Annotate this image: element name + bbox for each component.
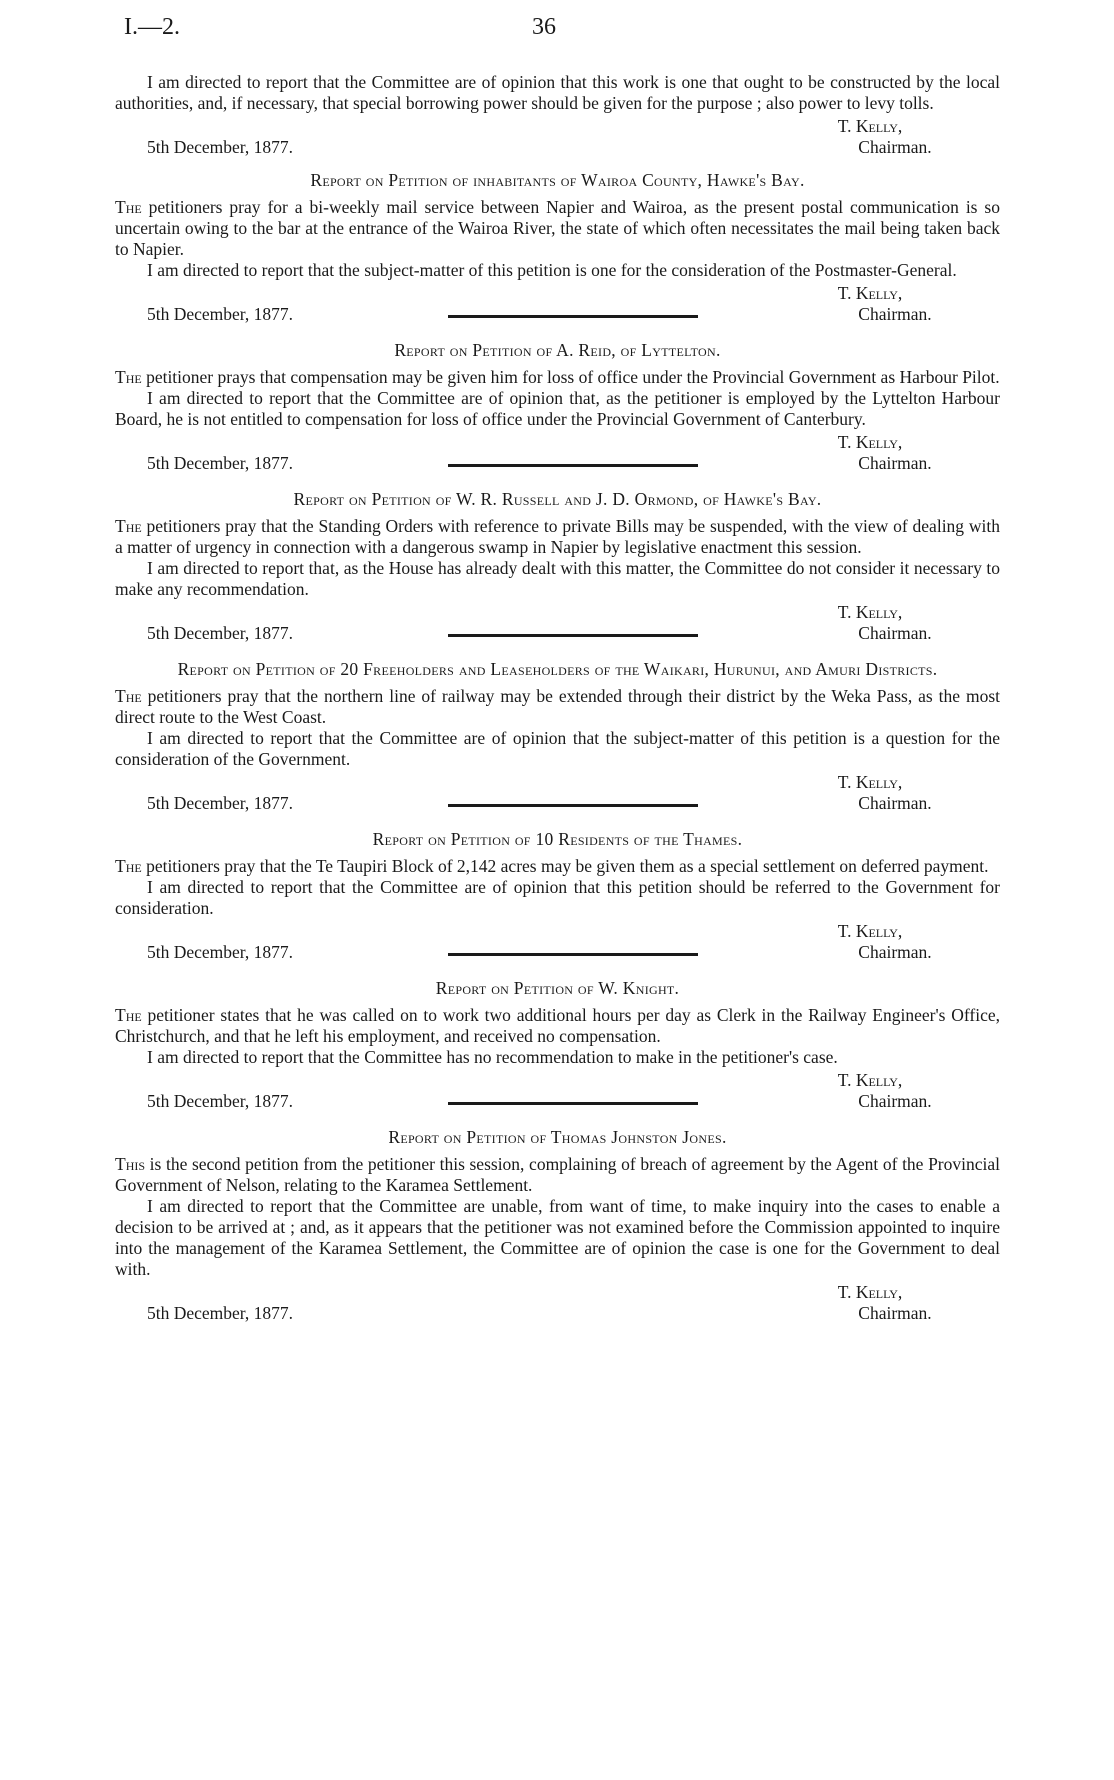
report-title: Report on Petition of Thomas Johnston Jones.: [388, 1127, 727, 1147]
section-divider: [448, 953, 698, 956]
report-date: 5th December, 1877.: [147, 304, 294, 324]
signatory-name: T. Kelly,: [837, 1282, 903, 1302]
lead-word: The: [115, 516, 142, 536]
prayer-text: petitioner prays that compensation may be given him for loss of office under the Provincial Government as Harbour Pilot.: [146, 367, 1000, 387]
prayer-text: petitioner states that he was called on to work two additional hours per day as Clerk in the Railway Engineer's Office, Christchurch, and that he left his employment, and received no compensation.: [115, 1005, 1000, 1046]
signature-block: [115, 1070, 1000, 1112]
petition-prayer: [115, 1005, 1000, 1047]
signature-block: [115, 602, 1000, 644]
report-section: [115, 963, 1000, 1112]
report-date: 5th December, 1877.: [147, 793, 294, 813]
petition-prayer: [115, 686, 1000, 728]
document-body: [115, 72, 1000, 1324]
signatory-name: T. Kelly,: [837, 1070, 903, 1090]
report-date: 5th December, 1877.: [147, 623, 294, 643]
committee-finding: I am directed to report that the Committee has no recommendation to make in the petitioner's case.: [147, 1047, 838, 1067]
prayer-text: petitioners pray for a bi-weekly mail service between Napier and Wairoa, as the present postal communication is so uncertain owing to the bar at the entrance of the Wairoa River, the state of which often necessitates the mail being taken back to Napier.: [115, 197, 1000, 259]
lead-word: The: [115, 1005, 142, 1025]
lead-word: The: [115, 197, 142, 217]
report-section: [115, 474, 1000, 644]
committee-finding: I am directed to report that the Committee are of opinion that the subject-matter of this petition is a question for the consideration of the Government.: [115, 728, 1000, 769]
signatory-name: T. Kelly,: [837, 772, 903, 792]
committee-finding: I am directed to report that the Committee are unable, from want of time, to make inquiry into the cases to enable a decision to be arrived at ; and, as it appears that the petitioner was not examined before the Commission appointed to inquire into the management of the Karamea Settlement, the Committee are of opinion the case is one for the Government to deal with.: [115, 1196, 1000, 1279]
section-divider: [448, 634, 698, 637]
intro-paragraph: I am directed to report that the Committee are of opinion that this work is one that ought to be constructed by the local authorities, and, if necessary, that special borrowing power should be given for the purpose ; also power to levy tolls.: [115, 72, 1000, 113]
report-section: [115, 1112, 1000, 1324]
committee-finding: I am directed to report that, as the House has already dealt with this matter, the Committee do not consider it necessary to make any recommendation.: [115, 558, 1000, 599]
report-date: 5th December, 1877.: [147, 942, 294, 962]
report-date: 5th December, 1877.: [147, 1303, 294, 1323]
committee-finding: I am directed to report that the Committee are of opinion that, as the petitioner is employed by the Lyttelton Harbour Board, he is not entitled to compensation for loss of office under the Provincial Government of Canterbury.: [115, 388, 1000, 429]
signatory-name: T. Kelly,: [837, 283, 903, 303]
section-divider: [448, 804, 698, 807]
signature-block: [115, 1282, 1000, 1324]
prayer-text: petitioners pray that the Te Taupiri Block of 2,142 acres may be given them as a special settlement on deferred payment.: [146, 856, 989, 876]
section-divider: [448, 1102, 698, 1105]
signatory-role: Chairman.: [858, 942, 932, 962]
signature-block: [115, 772, 1000, 814]
signatory-name: T. Kelly,: [837, 432, 903, 452]
petition-prayer: [115, 367, 1000, 388]
signatory-name: T. Kelly,: [837, 921, 903, 941]
prayer-text: is the second petition from the petitioner this session, complaining of breach of agreement by the Agent of the Provincial Government of Nelson, relating to the Karamea Settlement.: [115, 1154, 1000, 1195]
section-reference: I.—2.: [124, 14, 180, 40]
report-section: [115, 325, 1000, 474]
report-title: Report on Petition of inhabitants of Wairoa County, Hawke's Bay.: [310, 170, 805, 190]
signature-block: [115, 432, 1000, 474]
section-divider: [448, 315, 698, 318]
prayer-text: petitioners pray that the northern line of railway may be extended through their district by the Weka Pass, as the most direct route to the West Coast.: [115, 686, 1001, 727]
signatory-role: Chairman.: [858, 1303, 932, 1323]
petition-prayer: [115, 516, 1000, 558]
report-date: 5th December, 1877.: [147, 1091, 294, 1111]
lead-word: The: [115, 856, 142, 876]
signatory-role: Chairman.: [858, 793, 932, 813]
signature-block: [115, 283, 1000, 325]
report-section: [115, 644, 1000, 814]
report-date: 5th December, 1877.: [147, 453, 294, 473]
petition-prayer: [115, 1154, 1000, 1196]
signatory-role: Chairman.: [858, 304, 932, 324]
report-date: 5th December, 1877.: [147, 137, 294, 157]
signatory-name: T. Kelly,: [837, 602, 903, 622]
signatory-role: Chairman.: [858, 137, 932, 157]
report-title: Report on Petition of W. Knight.: [435, 978, 680, 998]
report-title: Report on Petition of 10 Residents of the Thames.: [372, 829, 743, 849]
report-title: Report on Petition of A. Reid, of Lyttelton.: [394, 340, 721, 360]
committee-finding: I am directed to report that the subject-matter of this petition is one for the consideration of the Postmaster-General.: [147, 260, 957, 280]
signature-block: [115, 921, 1000, 963]
reports-list: [115, 170, 1000, 1324]
petition-prayer: [115, 197, 1000, 260]
petition-prayer: [115, 856, 1000, 877]
signatory-role: Chairman.: [858, 453, 932, 473]
prayer-text: petitioners pray that the Standing Orders with reference to private Bills may be suspended, with the view of dealing with a matter of urgency in connection with a dangerous swamp in Napier by legislative enactment this session.: [115, 516, 1001, 557]
lead-word: The: [115, 686, 142, 706]
report-title: Report on Petition of W. R. Russell and J. D. Ormond, of Hawke's Bay.: [293, 489, 822, 509]
report-title: Report on Petition of 20 Freeholders and Leaseholders of the Waikari, Hurunui, and Amuri Districts.: [177, 659, 938, 679]
signatory-role: Chairman.: [858, 623, 932, 643]
page-number: 36: [532, 14, 556, 40]
signatory-name: T. Kelly,: [837, 116, 903, 136]
report-section: [115, 170, 1000, 325]
lead-word: This: [115, 1154, 146, 1174]
report-section: [115, 814, 1000, 963]
committee-finding: I am directed to report that the Committee are of opinion that this petition should be referred to the Government for consideration.: [115, 877, 1000, 918]
signatory-role: Chairman.: [858, 1091, 932, 1111]
lead-word: The: [115, 367, 142, 387]
signature-block: [115, 116, 1000, 158]
section-divider: [448, 464, 698, 467]
